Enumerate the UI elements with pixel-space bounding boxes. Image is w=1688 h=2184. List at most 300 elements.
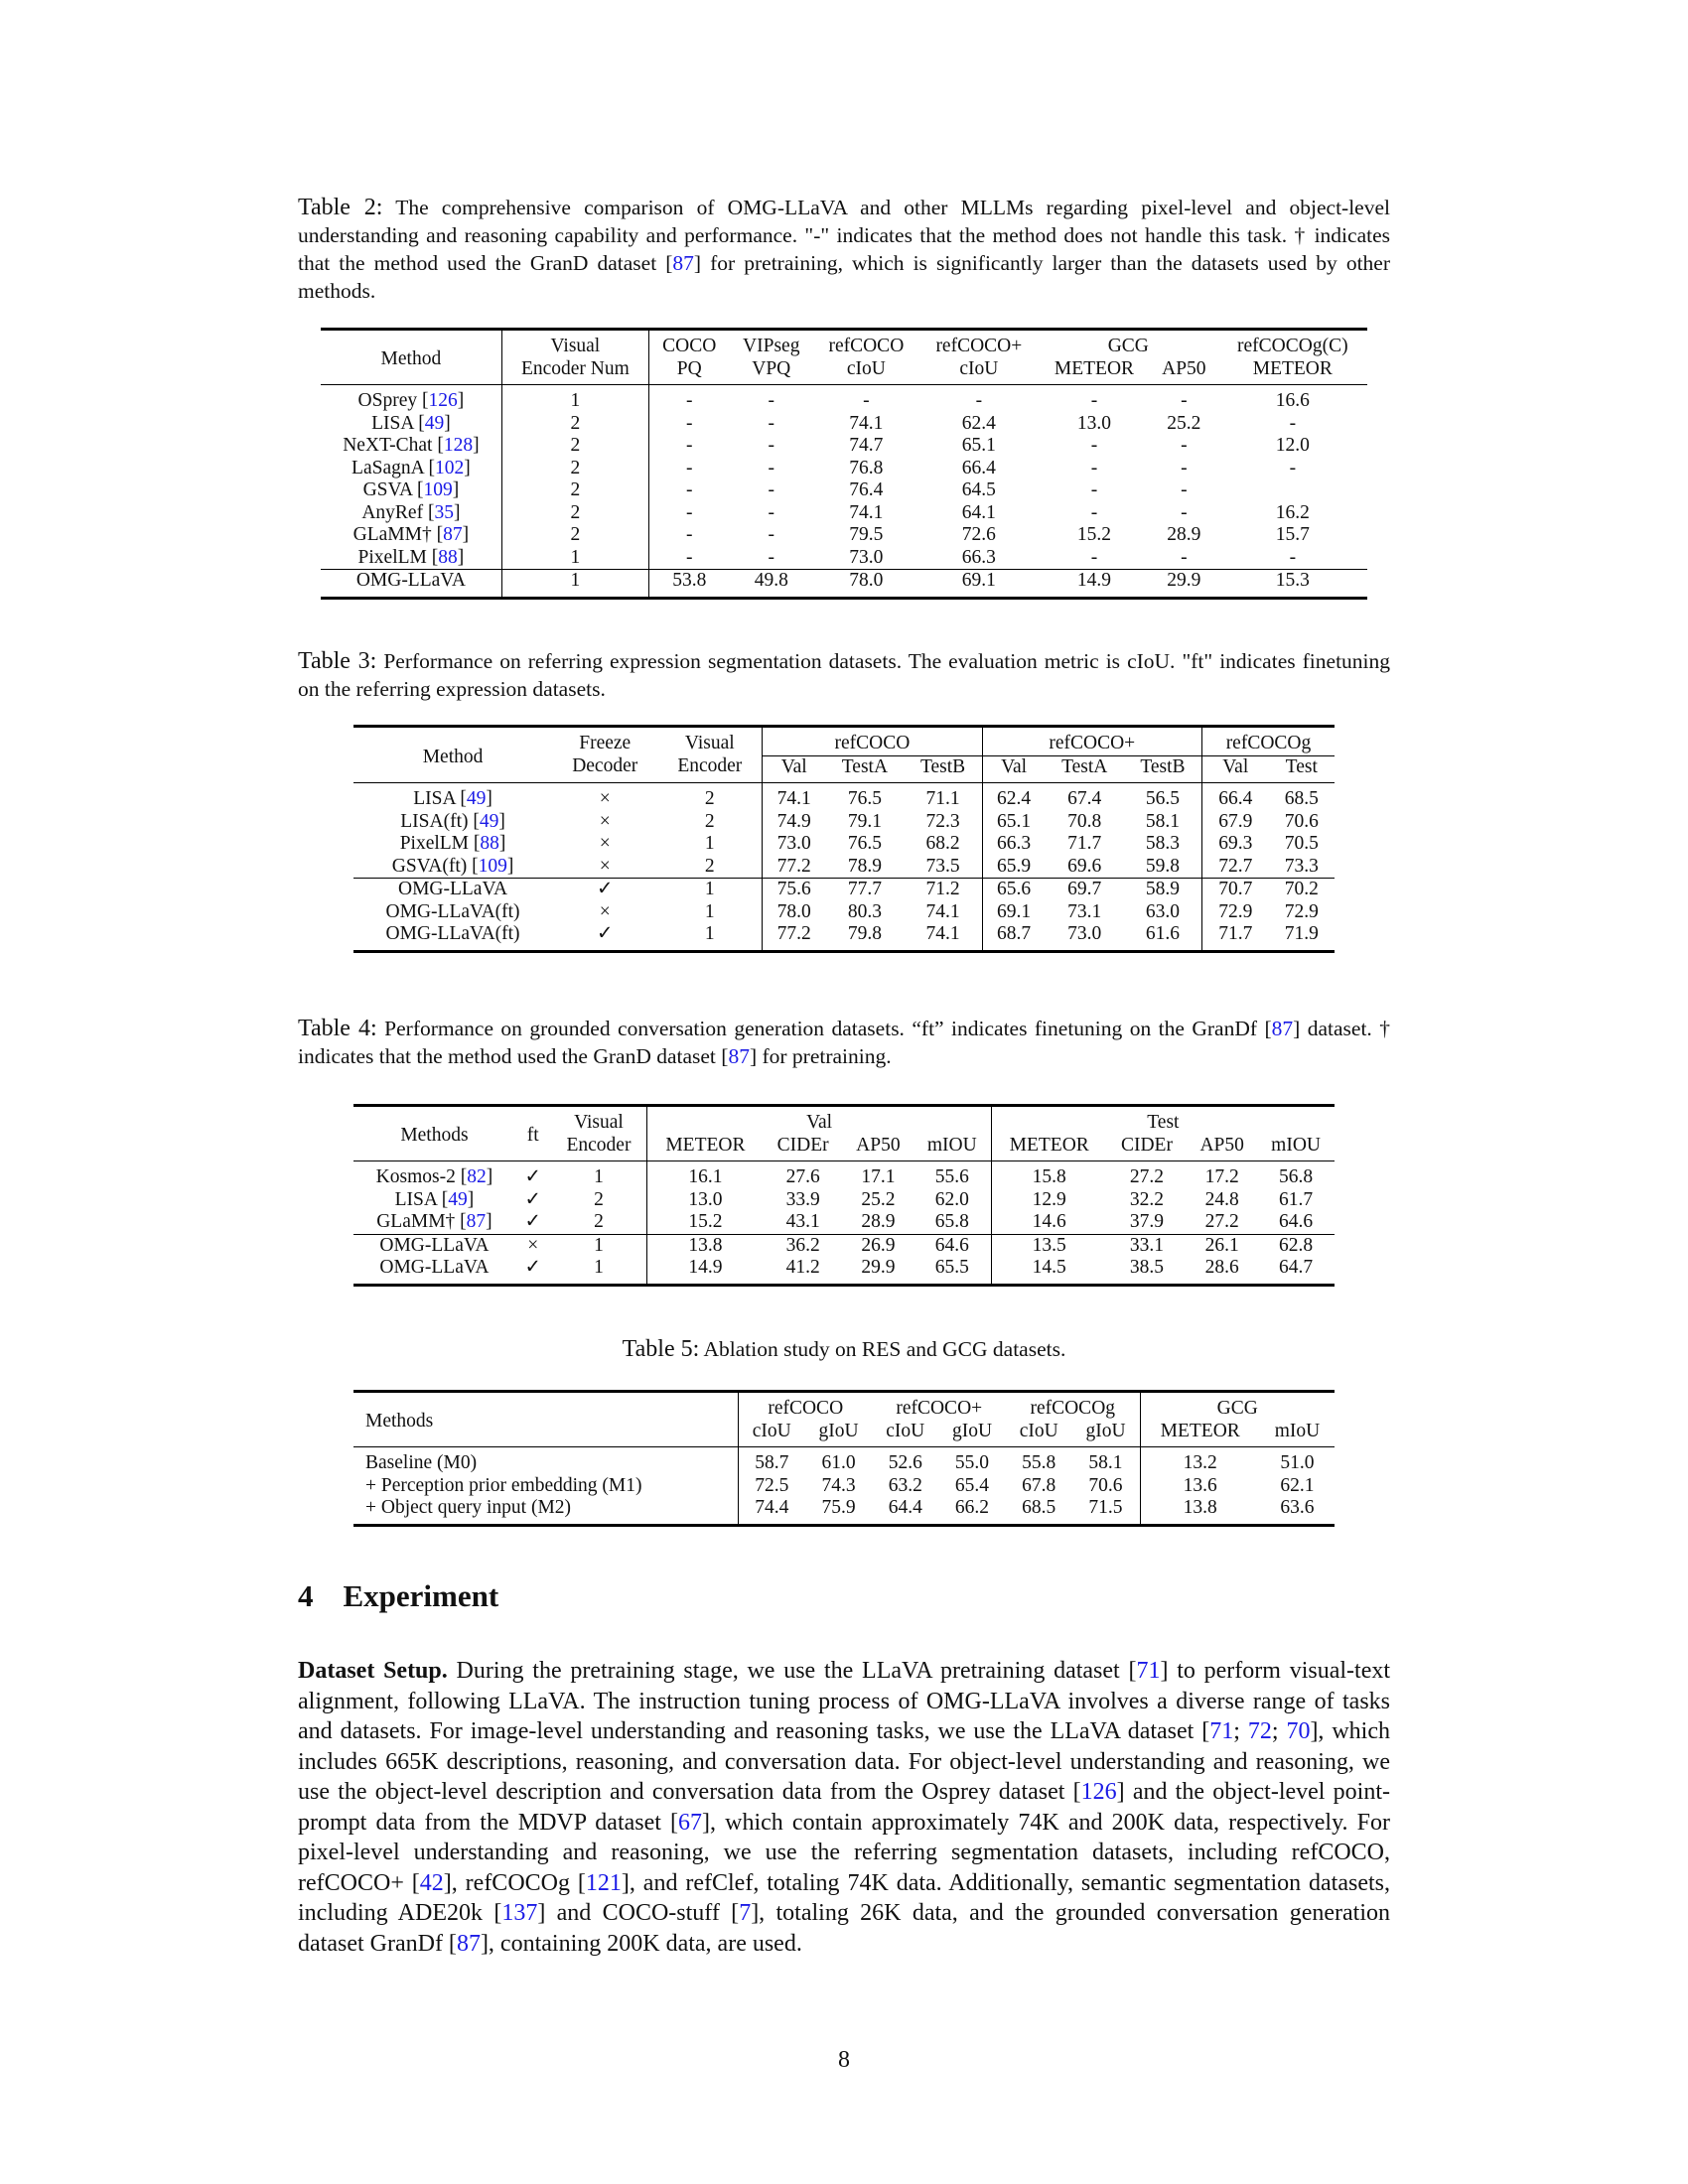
table-row [353,1161,1335,1189]
table-cell: 2 [501,435,648,458]
table-cell: 73.3 [1284,855,1319,877]
table-cell: 68.7 [982,923,1045,951]
table-cell: ✓ [524,1257,541,1278]
table-cell: 55.0 [954,1452,990,1473]
table-cell: 66.2 [954,1497,990,1518]
table-cell: 13.8 [647,1234,764,1257]
method-name: Baseline (M0) [365,1452,478,1473]
method-name: GLaMM† [87] [352,524,470,545]
table-cell: 68.5 [1284,788,1319,809]
table-cell: 13.0 [647,1189,764,1212]
table-row [353,833,1335,856]
section-heading [298,1578,498,1614]
table-cell: 2 [594,1188,604,1210]
table-cell: - [768,457,774,478]
table-cell: 2 [501,524,648,547]
table-cell: 79.8 [847,923,882,944]
table-cell: - [768,435,774,456]
table-cell: - [648,413,729,436]
table-cell: 74.1 [849,412,884,434]
citation-link[interactable]: 109 [478,855,507,877]
table-cell: 13.5 [991,1234,1107,1257]
table-cell: 1 [594,1257,604,1278]
table-cell: 63.2 [888,1474,922,1496]
table-cell: 68.2 [925,833,960,854]
table5-caption: Table 5: Ablation study on RES and GCG datasets. [622,1336,1066,1362]
table-row [321,413,1367,436]
table-cell: 53.8 [648,570,729,599]
table-cell: 71.9 [1284,923,1319,944]
table-cell: 28.9 [861,1211,896,1232]
table-row [353,1189,1335,1212]
citation-link[interactable]: 102 [434,457,465,478]
citation-link[interactable]: 87 [728,1044,750,1068]
table4: Methods ft Visual Val Test Encoder METEOR CIDEr AP50 mIOU METEOR CIDEr AP50 mIOU Kosmos-2 [82] ✓ 1 16.1 27.6 17.1 55.6 15.8 27.2 17.2 56.8 LISA [49] ✓ 2 13.0 33.9 25.2 62.0 12.9 32.2 24.8 61.7 GLaMM† [87] ✓ 2 15.2 43.1 28.9 65.8 14.6 37.9 27.2 64.6 OMG-LLaVA × 1 13.8 36.2 26.9 64.6 13.5 33.1 26.1 62.8 OMG-LLaVA ✓ 1 14.9 41.2 29.9 65.5 14.5 38.5 28.6 64.7 [353,1104,1335,1287]
table-cell: 76.8 [849,457,884,478]
table-cell: - [1289,412,1297,434]
table-cell: 2 [501,458,648,480]
table-cell: 74.1 [849,501,884,523]
table-cell: 63.6 [1280,1497,1315,1518]
method-name: GLaMM† [87] [376,1211,492,1232]
method-name: OSprey [126] [357,390,465,411]
table-row [353,1497,1335,1525]
method-name: OMG-LLaVA [379,1257,490,1278]
col-methods: Methods [400,1125,469,1147]
table-cell: - [1181,435,1188,456]
table-cell: 65.1 [982,811,1045,834]
table-cell: - [1289,546,1297,568]
citation-link[interactable]: 87 [456,1930,481,1957]
table-cell: 14.6 [991,1211,1107,1234]
table-cell: 72.9 [1201,901,1268,924]
method-name: GSVA [109] [362,479,460,500]
table-cell: 72.9 [1284,900,1319,922]
table-row [321,547,1367,570]
table-cell: 77.2 [763,923,825,951]
table-cell: 74.9 [763,811,825,834]
table-cell: 28.9 [1167,524,1201,545]
page-number: 8 [838,2047,850,2073]
paragraph-lead: Dataset Setup. [298,1658,448,1684]
col-methods: Methods [365,1411,434,1433]
method-name: LISA [49] [371,412,451,434]
table-cell: × [599,810,611,832]
table-cell: 26.1 [1187,1234,1257,1257]
method-name: LISA [49] [394,1188,475,1210]
table-cell: 77.7 [825,879,904,901]
citation-link[interactable]: 82 [467,1166,487,1187]
citation-link[interactable]: 35 [434,501,454,523]
table4-caption: Table 4: Performance on grounded conversation generation datasets. “ft” indicates finetuning on the GranDf [87] dataset. † indicates that the method used the GranD dataset [87] for pretraining. [298,1016,1391,1068]
method-name: OMG-LLaVA [353,1234,515,1257]
table4-label: Table 4: [298,1016,377,1041]
table-cell: 1 [704,833,715,854]
table-cell: 66.3 [961,546,996,568]
table2: Method Visual COCO VIPseg refCOCO refCOCO+ GCG refCOCOg(C) Encoder Num PQ VPQ cIoU cIoU METEOR AP50 METEOR OSprey [126] 1 - - - - - - 16.6 LISA [49] 2 - - 74.1 62.4 13.0 25.2 - NeXT-Chat [128] 2 - - 74.7 65.1 - - 12.0 LaSagnA [102] 2 - - 76.8 66.4 - - - GSVA [109] 2 - - 76.4 64.5 - - AnyRef [35] 2 - - 74.1 64.1 - - 16.2 GLaMM† [87] 2 - - 79.5 72.6 15.2 28.9 15.7 PixelLM [88] 1 - - 73.0 66.3 - - - OMG-LLaVA 1 53.8 49.8 78.0 69.1 14.9 29.9 15.3 [321,328,1367,600]
table-cell: 2 [704,855,715,877]
table-cell: 69.7 [1046,879,1124,901]
table-cell: 38.5 [1129,1257,1165,1278]
citation-link[interactable]: 87 [1271,1017,1294,1040]
table-cell: 65.9 [982,856,1045,879]
table-cell: 41.2 [785,1257,820,1278]
table-cell: 33.9 [785,1188,820,1210]
citation-link[interactable]: 71 [1209,1718,1234,1744]
table-cell: - [768,390,774,411]
table-cell: - [1289,457,1297,478]
table-cell: 73.0 [763,833,825,856]
table-cell: 2 [704,788,715,809]
table-cell: 64.4 [888,1497,922,1518]
table-cell: 65.8 [934,1211,969,1232]
citation-link[interactable]: 49 [424,412,445,434]
table-cell: ✓ [524,1211,541,1232]
table-cell: 71.1 [925,788,960,809]
table-cell: 76.5 [847,833,882,854]
citation-link[interactable]: 72 [1247,1718,1272,1744]
table-cell: 80.3 [847,900,882,922]
table-cell: 75.9 [821,1497,856,1518]
table-cell: 63.0 [1145,900,1180,922]
table-row [321,385,1367,413]
table-cell: 16.1 [647,1161,764,1189]
table-cell: 24.8 [1204,1188,1239,1210]
table-cell: × [599,833,611,854]
table-cell: × [599,855,611,877]
table-cell: 75.6 [763,879,825,901]
table-cell: 17.2 [1204,1166,1239,1187]
table-cell: 72.3 [925,810,960,832]
table-cell: 68.5 [1022,1497,1056,1518]
table-cell: 1 [704,923,715,944]
table-cell: 2 [501,413,648,436]
table-cell: - [1090,479,1098,500]
table-cell: 70.8 [1067,810,1102,832]
table-cell: 65.4 [954,1474,990,1496]
table-cell: - [975,390,983,411]
table-row [353,1257,1335,1285]
table-cell: 74.1 [925,923,960,944]
table-cell: 1 [501,547,648,570]
method-name: OMG-LLaVA [321,570,501,599]
table-cell: ✓ [524,1166,541,1187]
table-row [353,1447,1335,1475]
table-cell: 61.6 [1145,923,1180,944]
method-name: Kosmos-2 [82] [375,1166,493,1187]
table-cell: 26.9 [843,1234,914,1257]
table-cell: ✓ [524,1188,541,1210]
citation-link[interactable]: 87 [672,251,694,275]
citation-link[interactable]: 126 [428,390,458,411]
table-cell: 62.8 [1257,1234,1335,1257]
table-cell: 14.5 [991,1257,1107,1285]
table-cell: 14.9 [647,1257,764,1285]
table-cell: 74.1 [925,900,960,922]
table2-label: Table 2: [298,195,383,220]
table-cell: 71.7 [1201,923,1268,951]
citation-link[interactable]: 71 [1136,1658,1161,1684]
citation-link[interactable]: 7 [739,1900,752,1926]
table5-label: Table 5: [622,1336,700,1362]
table-cell: 1 [501,385,648,413]
table-cell: 73.5 [925,855,960,877]
table-cell: 15.8 [991,1161,1107,1189]
table-cell: 74.7 [849,435,884,456]
table-cell: 27.2 [1204,1211,1239,1232]
method-name: OMG-LLaVA(ft) [385,923,520,944]
table-cell: 51.0 [1280,1452,1315,1473]
table2-caption: Table 2: The comprehensive comparison of OMG-LLaVA and other MLLMs regarding pixel-level and object-level understanding and reasoning capability and performance. "-" indicates that the method does not handle this task. † indicates that the method used the GranD dataset [87] for pretraining, which is significantly larger than the datasets used by other methods. [298,195,1390,303]
table-cell: 14.9 [1039,570,1150,599]
table-cell: 52.6 [888,1452,922,1473]
table3-label: Table 3: [298,648,377,674]
table-cell: 72.5 [738,1475,804,1498]
table-cell: - [648,502,729,525]
citation-link[interactable]: 88 [438,546,458,568]
table-cell: 64.1 [961,501,996,523]
citation-link[interactable]: 137 [501,1900,538,1926]
table-cell [1218,479,1367,502]
table-cell: 58.9 [1124,879,1202,901]
table5: Methods refCOCO refCOCO+ refCOCOg GCG cIoU gIoU cIoU gIoU cIoU gIoU METEOR mIoU Baseline (M0) 58.7 61.0 52.6 55.0 55.8 58.1 13.2 51.0 + Perception prior embedding (M1) 72.5 74.3 63.2 65.4 67.8 70.6 13.6 62.1 + Object query input (M2) 74.4 75.9 64.4 66.2 68.5 71.5 13.8 63.6 [353,1390,1335,1527]
table-cell: 13.2 [1140,1447,1260,1475]
table-cell: 65.1 [961,435,996,456]
method-name: LISA [49] [413,788,492,809]
table-cell: 62.4 [982,783,1045,811]
table-cell: 32.2 [1129,1188,1165,1210]
table-cell: - [1090,435,1098,456]
table-cell: 25.2 [1167,412,1201,434]
table-cell: 25.2 [861,1188,896,1210]
table-cell: 61.0 [821,1452,856,1473]
method-name: + Perception prior embedding (M1) [365,1474,642,1496]
table-cell: 78.9 [847,855,882,877]
table-cell: 70.6 [1088,1474,1123,1496]
table-cell: 69.1 [919,570,1039,599]
table-cell: 28.6 [1204,1257,1239,1278]
table-cell: 15.7 [1275,524,1310,545]
table-cell: - [1090,501,1098,523]
table-cell: 58.1 [1088,1452,1123,1473]
table-cell: 36.2 [763,1234,842,1257]
table-cell: 67.8 [1022,1474,1056,1496]
table-cell: - [648,547,729,570]
citation-link[interactable]: 126 [1080,1779,1117,1805]
method-name: GSVA(ft) [109] [391,855,514,877]
table-cell: 74.1 [763,783,825,811]
table-cell: - [648,435,729,458]
table-cell: 66.4 [961,457,996,478]
table-cell: - [648,524,729,547]
table-cell: 13.0 [1076,412,1112,434]
table-cell: ✓ [597,923,614,944]
table-cell: - [1090,457,1098,478]
method-name: LISA(ft) [49] [400,810,505,832]
citation-link[interactable]: 42 [419,1869,444,1896]
table-cell: 78.0 [763,901,825,924]
table-cell: 15.2 [647,1211,764,1234]
table-row [353,811,1335,834]
table-cell: 12.9 [991,1189,1107,1212]
table-cell: 58.7 [738,1447,804,1475]
table-cell: - [1181,457,1188,478]
table-cell: 74.4 [738,1497,804,1525]
table-cell: 58.3 [1145,833,1180,854]
table-cell: 70.7 [1201,879,1268,901]
table-cell: - [1181,479,1188,500]
table-row [353,923,1335,951]
table-cell: 43.1 [785,1211,820,1232]
table-cell: 55.6 [934,1166,969,1187]
method-name: AnyRef [35] [361,501,461,523]
citation-link[interactable]: 109 [423,479,453,500]
table-cell: 2 [501,479,648,502]
table-cell: - [648,458,729,480]
table-cell: 77.2 [763,856,825,879]
table-cell: × [515,1234,551,1257]
table-row [321,502,1367,525]
citation-link[interactable]: 128 [443,435,474,456]
table-cell: 27.2 [1129,1166,1165,1187]
table-cell: 58.1 [1145,810,1180,832]
table-cell: 17.1 [861,1166,896,1187]
method-name: OMG-LLaVA [353,879,552,901]
table-cell: 2 [594,1211,604,1232]
table-cell: 62.0 [934,1188,969,1210]
col-method: Method [380,348,442,370]
table-cell: 69.6 [1067,855,1102,877]
table-row [353,1234,1335,1257]
table-row [353,901,1335,924]
table-cell: 67.4 [1067,788,1102,809]
table-cell: 70.5 [1284,833,1319,854]
table-cell: 16.2 [1275,501,1310,523]
table-cell: 72.7 [1201,856,1268,879]
table-cell: - [648,385,729,413]
table-cell: 65.6 [982,879,1045,901]
table-cell: 29.9 [861,1257,896,1278]
table-cell: 79.1 [847,810,882,832]
table-cell: - [1090,546,1098,568]
table-row [353,879,1335,901]
table-cell: 69.3 [1201,833,1268,856]
table-cell: 67.9 [1201,811,1268,834]
table-cell: 55.8 [1022,1452,1056,1473]
table-cell: 76.4 [849,479,884,500]
table-cell: 64.6 [1279,1211,1314,1232]
table-cell: 12.0 [1275,435,1310,456]
table-cell: 73.0 [849,546,884,568]
section-number: 4 [298,1578,314,1613]
table-cell: - [1181,546,1188,568]
citation-link[interactable]: 87 [466,1211,487,1232]
table-cell: - [863,390,870,411]
table-cell: 73.1 [1067,900,1102,922]
table-cell: 56.8 [1279,1166,1314,1187]
method-name: OMG-LLaVA(ft) [385,900,520,922]
section-title: Experiment [343,1578,499,1613]
table-cell: 1 [594,1166,604,1187]
table3: Method Freeze Visual refCOCO refCOCO+ refCOCOg Decoder Encoder Val TestA TestB Val TestA TestB Val Test LISA [49] × 2 74.1 76.5 71.1 62.4 67.4 56.5 66.4 68.5 LISA(ft) [49] × 2 74.9 79.1 72.3 65.1 70.8 58.1 67.9 70.6 PixelLM [88] × 1 73.0 76.5 68.2 66.3 71.7 58.3 69.3 70.5 GSVA(ft) [109] × 2 77.2 78.9 73.5 65.9 69.6 59.8 72.7 73.3 OMG-LLaVA ✓ 1 75.6 77.7 71.2 65.6 69.7 58.9 70.7 70.2 OMG-LLaVA(ft) × 1 78.0 80.3 74.1 69.1 73.1 63.0 72.9 72.9 OMG-LLaVA(ft) ✓ 1 77.2 79.8 74.1 68.7 73.0 61.6 71.7 71.9 [353,725,1335,953]
table-cell: 1 [657,879,762,901]
table-cell: 69.1 [982,901,1045,924]
col-method: Method [422,746,484,767]
table-cell: 74.3 [821,1474,856,1496]
table-cell: - [768,524,774,545]
table-cell: - [1181,390,1188,411]
table-cell: 56.5 [1145,788,1180,809]
table-cell: 2 [704,810,715,832]
method-name: LaSagnA [102] [352,457,471,478]
table-cell: 71.7 [1067,833,1102,854]
table-cell: - [768,479,774,500]
table-cell: 65.5 [934,1257,969,1278]
method-name: PixelLM [88] [357,546,465,568]
table-row [353,1211,1335,1234]
citation-link[interactable]: 49 [466,788,487,809]
table-cell: 73.0 [1067,923,1102,944]
table-cell: 62.1 [1280,1474,1315,1496]
table-cell: - [1090,390,1098,411]
citation-link[interactable]: 88 [480,833,499,854]
table-cell: 76.5 [847,788,882,809]
table-cell: 71.2 [905,879,983,901]
citation-link[interactable]: 70 [1286,1718,1311,1744]
table-cell: 37.9 [1129,1211,1165,1232]
table-row [353,783,1335,811]
method-name: + Object query input (M2) [365,1497,572,1518]
table-cell: 66.3 [982,833,1045,856]
table-cell: × [599,900,611,922]
table-cell: 64.6 [914,1234,991,1257]
table-row [321,479,1367,502]
table-cell: 1 [704,900,715,922]
table-cell: 33.1 [1107,1234,1187,1257]
table-cell: 2 [501,502,648,525]
table-cell: 70.2 [1269,879,1335,901]
table-cell: - [768,501,774,523]
citation-link[interactable]: 67 [678,1809,703,1836]
dataset-setup-paragraph: Dataset Setup. During the pretraining stage, we use the LLaVA pretraining dataset [71] to perform visual-text alignment, following LLaVA. The instruction tuning process of OMG-LLaVA involves a diverse range of tasks and datasets. For image-level understanding and reasoning tasks, we use the LLaVA dataset [71; 72; 70], which includes 665K descriptions, reasoning, and conversation data. For object-level understanding and reasoning, we use the object-level description and conversation data from the Osprey dataset [126] and the object-level point-prompt data from the MDVP dataset [67], which contain approximately 74K and 200K data, respectively. For pixel-level understanding and reasoning, we use the referring segmentation datasets, including refCOCO, refCOCO+ [42], refCOCOg [121], and refClef, totaling 74K data. Additionally, semantic segmentation datasets, including ADE20k [137] and COCO-stuff [7], totaling 26K data, and the grounded conversation generation dataset GranDf [87], containing 200K data, are used. [298,1658,1391,1957]
citation-link[interactable]: 49 [479,810,499,832]
table-cell: 15.3 [1218,570,1367,599]
table-cell: 13.6 [1140,1475,1260,1498]
table-cell: 79.5 [849,524,884,545]
table-cell: 1 [501,570,648,599]
table-cell: 16.6 [1275,390,1310,411]
table-cell: 64.7 [1279,1257,1314,1278]
table-cell: 1 [551,1234,647,1257]
table-row [321,524,1367,547]
table-cell: 66.4 [1201,783,1268,811]
table-cell: - [768,412,774,434]
table-cell: - [1181,501,1188,523]
table-cell: 13.8 [1140,1497,1260,1525]
citation-link[interactable]: 121 [585,1869,622,1896]
citation-link[interactable]: 49 [448,1188,468,1210]
table-cell: - [768,546,774,568]
table-cell: ✓ [552,879,657,901]
citation-link[interactable]: 87 [443,524,463,545]
table-cell: 49.8 [730,570,813,599]
method-name: PixelLM [88] [399,833,506,854]
method-name: NeXT-Chat [128] [343,435,480,456]
table-row [353,1475,1335,1498]
table-cell: 71.5 [1088,1497,1123,1518]
table-row [321,435,1367,458]
table-row [321,570,1367,599]
